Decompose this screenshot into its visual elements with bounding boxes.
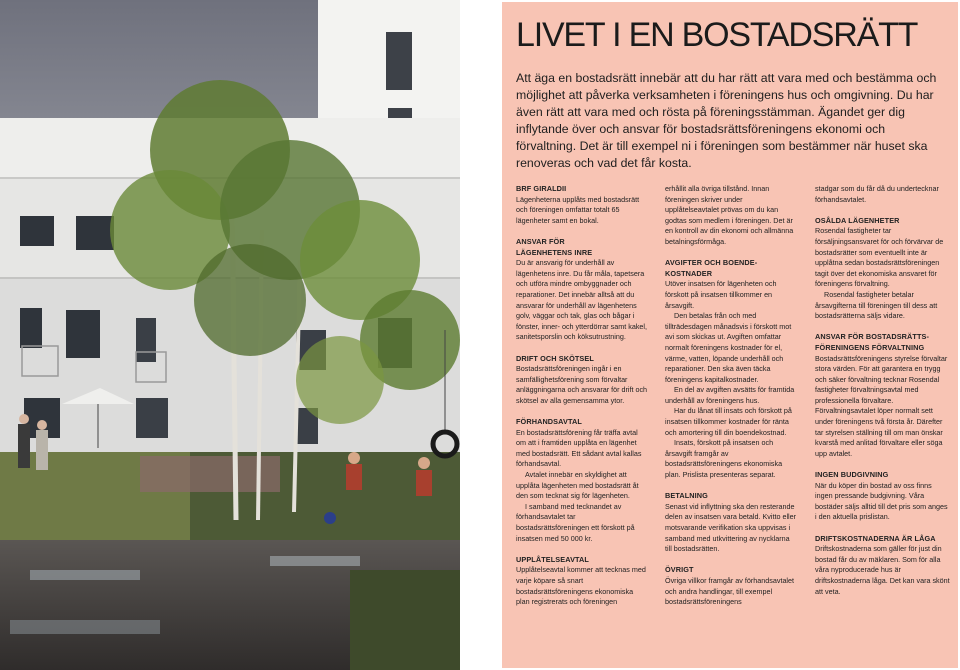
paragraph: Lägenheterna upplåts med bostadsrätt och föreningen omfattar totalt 65 lägenheter samt en bokal. <box>516 194 640 225</box>
heading-ovrigt: ÖVRIGT <box>665 565 694 575</box>
person <box>18 424 30 468</box>
paragraph: Har du lånat till insats och förskott på insatsen tillkommer kostnader för ränta och amortering till din boendekostnad. <box>665 406 792 437</box>
heading-osalda: OSÅLDA LÄGENHETER <box>815 215 900 225</box>
ball <box>324 512 336 524</box>
heading-ansvar-inre-2: LÄGENHETENS INRE <box>516 247 593 257</box>
paragraph: En bostadsrättsförening får träffa avtal om att i framtiden upplåta en lägenhet med bostadsrätt. Ett sådant avtal kallas förhandsavtal. <box>516 427 642 469</box>
paragraph: Den betalas från och med tillträdesdagen månadsvis i förskott mot avi som skickas ut. Avgiften omfattar normalt föreningens kostnader för el, värme, vatten, löpande underhåll och reparationer. Den ska även täcka föreningens kapitalkostnader. <box>665 311 792 384</box>
person-head <box>19 414 29 424</box>
paving-light <box>10 620 160 634</box>
child-head <box>348 452 360 464</box>
heading-brf-giraldii: BRF GIRALDII <box>516 184 567 193</box>
child <box>346 464 362 490</box>
paragraph: I samband med tecknandet av förhandsavtalet tar bostadsrättsföreningen ett förskott på insatsen med 50 000 kr. <box>516 501 635 543</box>
paragraph: stadgar som du får då du undertecknar förhandsavtalet. <box>815 184 939 204</box>
text-column-3 <box>815 184 951 597</box>
bushes <box>350 570 460 670</box>
window <box>76 216 114 250</box>
paving-light <box>270 556 360 566</box>
heading-drift-skotsel: DRIFT OCH SKÖTSEL <box>516 353 594 363</box>
person <box>36 430 48 470</box>
paragraph: Du är ansvarig för underhåll av lägenhetens inre. Du får måla, tapetsera och utföra mindre ombyggnader och reparationer. Det innebär alltså att du ansvarar för underhåll av lägenhetens golv, väggar och tak, glas och bågar i fönster, inner- och ytterdörrar samt kakel, sanitetsporslin och köksutrustning. <box>516 258 648 342</box>
page-title: LIVET I EN BOSTADSRÄTT <box>516 16 918 54</box>
text-column-2 <box>665 184 797 608</box>
heading-ansvar-inre-1: ANSVAR FÖR <box>516 236 565 246</box>
text-column-1 <box>516 184 648 608</box>
info-panel <box>502 2 958 668</box>
courtyard-illustration-svg <box>0 0 460 670</box>
paragraph: Bostadsrättsföreningens styrelse förvaltar stora värden. För att garantera en trygg och säker förvaltning tecknar Rosendal fastigheter förvaltningsavtal med professionella förvaltare. Förvaltningsavtalet löper normalt sett under föreningens två första år. Därefter tar styrelsen ställning till om man önskar kvarstå med anlitad förvaltare eller söga upp avtalet. <box>815 353 948 458</box>
intro-paragraph: Att äga en bostadsrätt innebär att du har rätt att vara med och bestämma och möjlighet att påverka verksamheten i föreningens hus och omgivning. Du har även rätt att vara med och rösta på föreningsstämman. Ägandet ger dig inflytande över och ansvar för bostadsrättsföreningens ekonomi och förvaltning. Det är till exempel ni i föreningen som bestämmer när huset ska renoveras och vad det får kosta. <box>516 71 937 171</box>
paragraph: Övriga villkor framgår av förhandsavtalet och andra handlingar, till exempel bostadsrättsföreningens <box>665 575 795 607</box>
paragraph: Senast vid inflyttning ska den resterande delen av insatsen vara betald. Kvitto eller motsvarande verifikation ska uppvisas i samband med utkvittering av nycklarna till bostadsrätten. <box>665 501 797 554</box>
paragraph: Insats, förskott på insatsen och årsavgift framgår av bostadsrättsföreningens ekonomiska plan. Prislista presenteras separat. <box>665 438 783 480</box>
paragraph: När du köper din bostad av oss finns ingen pressande budgivning. Våra bostäder säljs alltid till det pris som anges i den aktuella prislistan. <box>815 480 948 522</box>
heading-driftskostnader: DRIFTSKOSTNADERNA ÄR LÅGA <box>815 533 936 543</box>
paragraph: Upplåtelseavtal kommer att tecknas med varje köpare så snart bostadsrättsföreningens ekonomiska plan registrerats och föreningen <box>516 565 646 607</box>
window <box>20 216 54 246</box>
heading-avgifter-2: KOSTNADER <box>665 268 713 278</box>
paragraph: En del av avgiften avsätts för framtida underhåll av föreningens hus. <box>665 385 795 405</box>
window <box>136 398 168 438</box>
tree-foliage <box>296 336 384 424</box>
paragraph: Bostadsrättsföreningen ingår i en samfällighetsförening som förvaltar anläggningarna och ansvarar för drift och skötsel av alla gemensamma ytor. <box>516 364 648 405</box>
paragraph: Driftskostnaderna som gäller för just din bostad får du av mäklaren. Som för alla våra nyproducerade hus är driftskostnaderna låga. Det kan vara skönt att veta. <box>815 544 950 596</box>
heading-forvaltning-1: ANSVAR FÖR BOSTADSRÄTTS- <box>815 332 930 342</box>
paragraph: Avtalet innebär en skyldighet att upplåta lägenheten med bostadsrätt åt den som tecknat sig för lägenheten. <box>516 470 639 501</box>
heading-avgifter-1: AVGIFTER OCH BOENDE- <box>665 258 758 268</box>
window <box>136 318 156 362</box>
person-head <box>37 420 47 430</box>
child-head <box>418 457 430 469</box>
child <box>416 470 432 496</box>
heading-betalning: BETALNING <box>665 491 708 501</box>
window <box>66 310 100 358</box>
heading-budgivning: INGEN BUDGIVNING <box>815 470 889 480</box>
window <box>20 308 42 348</box>
paragraph: Utöver insatsen för lägenheten och förskott på insatsen tillkommer en årsavgift. <box>665 279 777 310</box>
courtyard-illustration <box>0 0 460 670</box>
tree-foliage <box>194 244 306 356</box>
tower-window <box>386 32 412 90</box>
paving-light <box>30 570 140 580</box>
paragraph: Rosendal fastigheter betalar årsavgifterna till föreningen till dess att bostadsrätterna säljs vidare. <box>815 289 938 321</box>
paragraph: Rosendal fastigheter tar försäljningsansvaret för och förvärvar de bostadsrätter som eventuellt inte är upplåtna sedan bostadsrättsföreningen tagit över det ekonomiska ansvaret för föreningens förvaltning. <box>815 226 944 289</box>
heading-forvaltning-2: FÖRENINGENS FÖRVALTNING <box>815 342 925 352</box>
heading-forhandsavtal: FÖRHANDSAVTAL <box>516 417 582 427</box>
paragraph: erhållit alla övriga tillstånd. Innan föreningen skriver under upplåtelseavtalet prövas om du kan godtas som medlem i föreningen. Det är en kontroll av din ekonomi och allmänna betalningsförmåga. <box>665 184 794 246</box>
heading-upplatelseavtal: UPPLÅTELSEAVTAL <box>516 554 589 564</box>
